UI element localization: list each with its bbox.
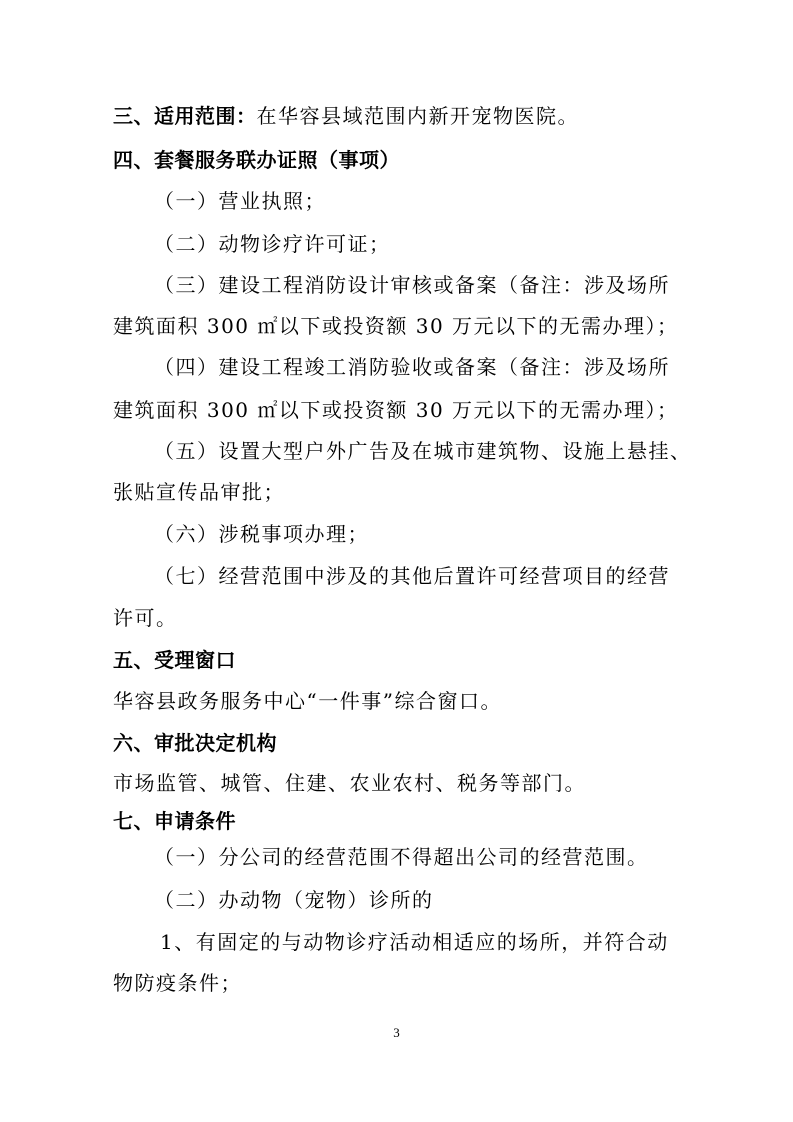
section-7-heading: 七、申请条件 <box>113 809 236 833</box>
section-4-item-6: （六）涉税事项办理； <box>154 522 369 546</box>
section-5-text: 华容县政务服务中心“一件事”综合窗口。 <box>113 689 502 713</box>
section-4-item-2: （二）动物诊疗许可证； <box>154 232 391 256</box>
section-4-item-7-line-1: （七）经营范围中涉及的其他后置许可经营项目的经营 <box>154 564 670 588</box>
section-4-item-1: （一）营业执照； <box>154 189 326 213</box>
section-4-item-4-line-1: （四）建设工程竣工消防验收或备案（备注：涉及场所 <box>154 355 670 379</box>
section-4-item-3-line-2: 建筑面积 300 ㎡以下或投资额 30 万元以下的无需办理）； <box>113 314 679 338</box>
section-6-text: 市场监管、城管、住建、农业农村、税务等部门。 <box>113 771 586 795</box>
section-7-item-2: （二）办动物（宠物）诊所的 <box>154 888 434 912</box>
page-number: 3 <box>393 1025 400 1040</box>
section-5-heading: 五、受理窗口 <box>113 648 236 672</box>
section-6-heading: 六、审批决定机构 <box>113 731 277 755</box>
section-4-item-4-line-2: 建筑面积 300 ㎡以下或投资额 30 万元以下的无需办理）； <box>113 398 679 422</box>
section-3-line <box>0 104 793 128</box>
section-3-heading: 三、适用范围： <box>113 104 257 128</box>
section-7-item-2-point-1-line-1: 1、有固定的与动物诊疗活动相适应的场所，并符合动 <box>160 930 669 954</box>
section-4-item-5-line-2: 张贴宣传品审批； <box>113 480 285 504</box>
section-7-item-1: （一）分公司的经营范围不得超出公司的经营范围。 <box>154 845 649 869</box>
section-4-item-7-line-2: 许可。 <box>113 606 178 630</box>
section-4-heading: 四、套餐服务联办证照（事项） <box>113 148 400 172</box>
section-3-text: 在华容县域范围内新开宠物医院。 <box>256 104 579 128</box>
section-7-item-2-point-1-line-2: 物防疫条件； <box>113 971 242 995</box>
section-4-item-5-line-1: （五）设置大型户外广告及在城市建筑物、设施上悬挂、 <box>154 439 692 463</box>
section-4-item-3-line-1: （三）建设工程消防设计审核或备案（备注：涉及场所 <box>154 273 670 297</box>
